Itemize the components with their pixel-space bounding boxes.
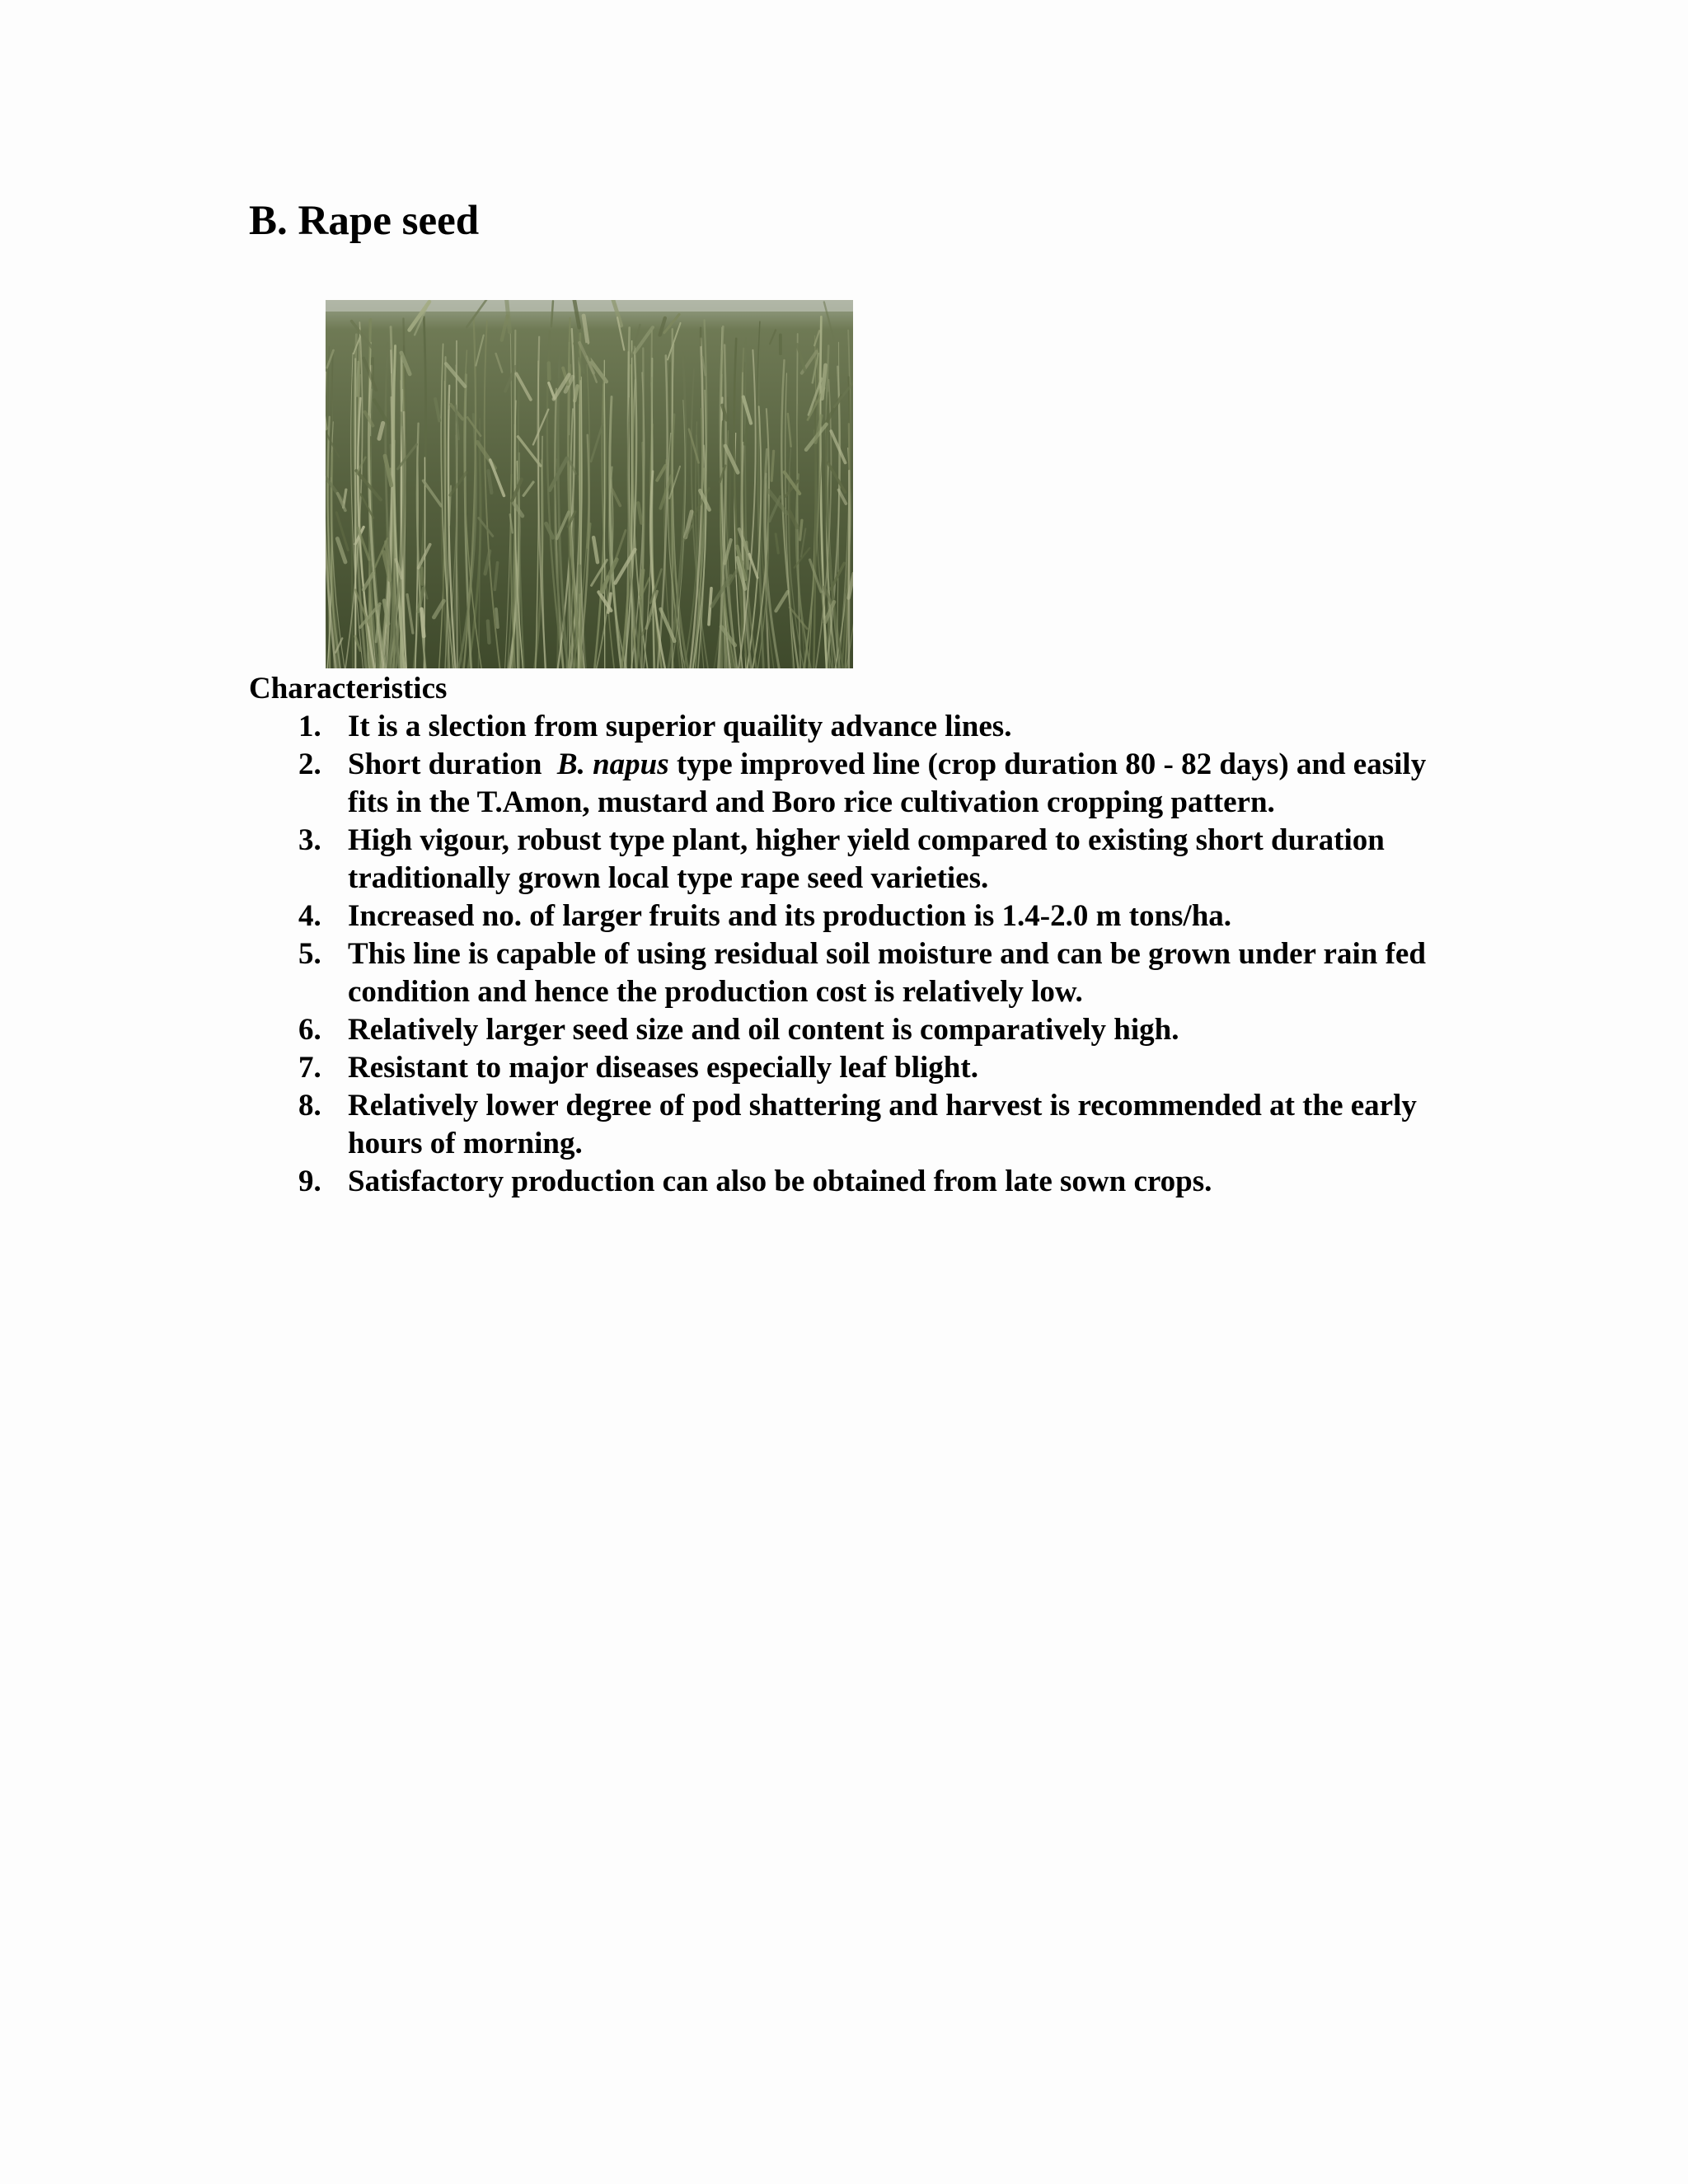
stalk: [604, 360, 605, 668]
seed-pod: [640, 570, 643, 595]
seed-pod: [634, 629, 635, 648]
list-item: [249, 822, 1452, 898]
list-text-end: type improved line (crop duration 80 - 82 days) and easily fits in the T.Amon, mustard and Boro rice cultivation cropping pattern.: [348, 748, 1427, 819]
seed-pod: [421, 568, 422, 583]
list-number: 5.: [298, 937, 321, 971]
list-text: High vigour, robust type plant, higher yield compared to existing short duration traditionally grown local type rape seed varieties.: [348, 823, 1385, 895]
list-text: Increased no. of larger fruits and its production is 1.4-2.0 m tons/ha.: [348, 899, 1232, 933]
seed-pod: [549, 363, 550, 380]
characteristics-list: [249, 708, 1452, 1201]
list-text: [348, 748, 1426, 819]
characteristics-label: Characteristics: [249, 672, 448, 705]
list-number: 7.: [298, 1051, 321, 1085]
list-number: 8.: [298, 1089, 321, 1122]
list-number: 4.: [298, 899, 321, 933]
list-text: Relatively lower degree of pod shattering and harvest is recommended at the early hours of morning.: [348, 1089, 1417, 1160]
list-number: 6.: [298, 1013, 321, 1047]
list-number: 1.: [298, 710, 321, 743]
seed-pod: [421, 609, 424, 636]
list-text: Relatively larger seed size and oil content is comparatively high.: [348, 1013, 1179, 1047]
list-item: [249, 1011, 1452, 1049]
seed-pod: [800, 520, 802, 540]
rape-seed-field-photo: [326, 300, 853, 668]
list-text: Resistant to major diseases especially leaf blight.: [348, 1051, 978, 1085]
list-text: Satisfactory production can also be obtained from late sown crops.: [348, 1165, 1212, 1198]
list-number: 2.: [298, 748, 321, 781]
list-text: It is a slection from superior quaility advance lines.: [348, 710, 1012, 743]
seed-pod: [488, 621, 490, 643]
seed-pod: [357, 362, 359, 396]
list-text-start: Short duration: [348, 748, 557, 781]
list-item: [249, 1049, 1452, 1087]
page-heading: B. Rape seed: [249, 198, 480, 244]
list-item: [249, 935, 1452, 1011]
list-item: [249, 708, 1452, 746]
list-item: [249, 1087, 1452, 1163]
stalk: [849, 471, 850, 668]
list-number: 9.: [298, 1165, 321, 1198]
list-item: [249, 1163, 1452, 1201]
list-item: [249, 746, 1452, 822]
seed-pod: [496, 609, 498, 627]
list-number: 3.: [298, 823, 321, 857]
list-item: [249, 898, 1452, 935]
species-name: B. napus: [556, 748, 669, 781]
list-text: This line is capable of using residual soil moisture and can be grown under rain fed condition and hence the production cost is relatively low.: [348, 937, 1426, 1009]
seed-pod: [747, 542, 748, 569]
